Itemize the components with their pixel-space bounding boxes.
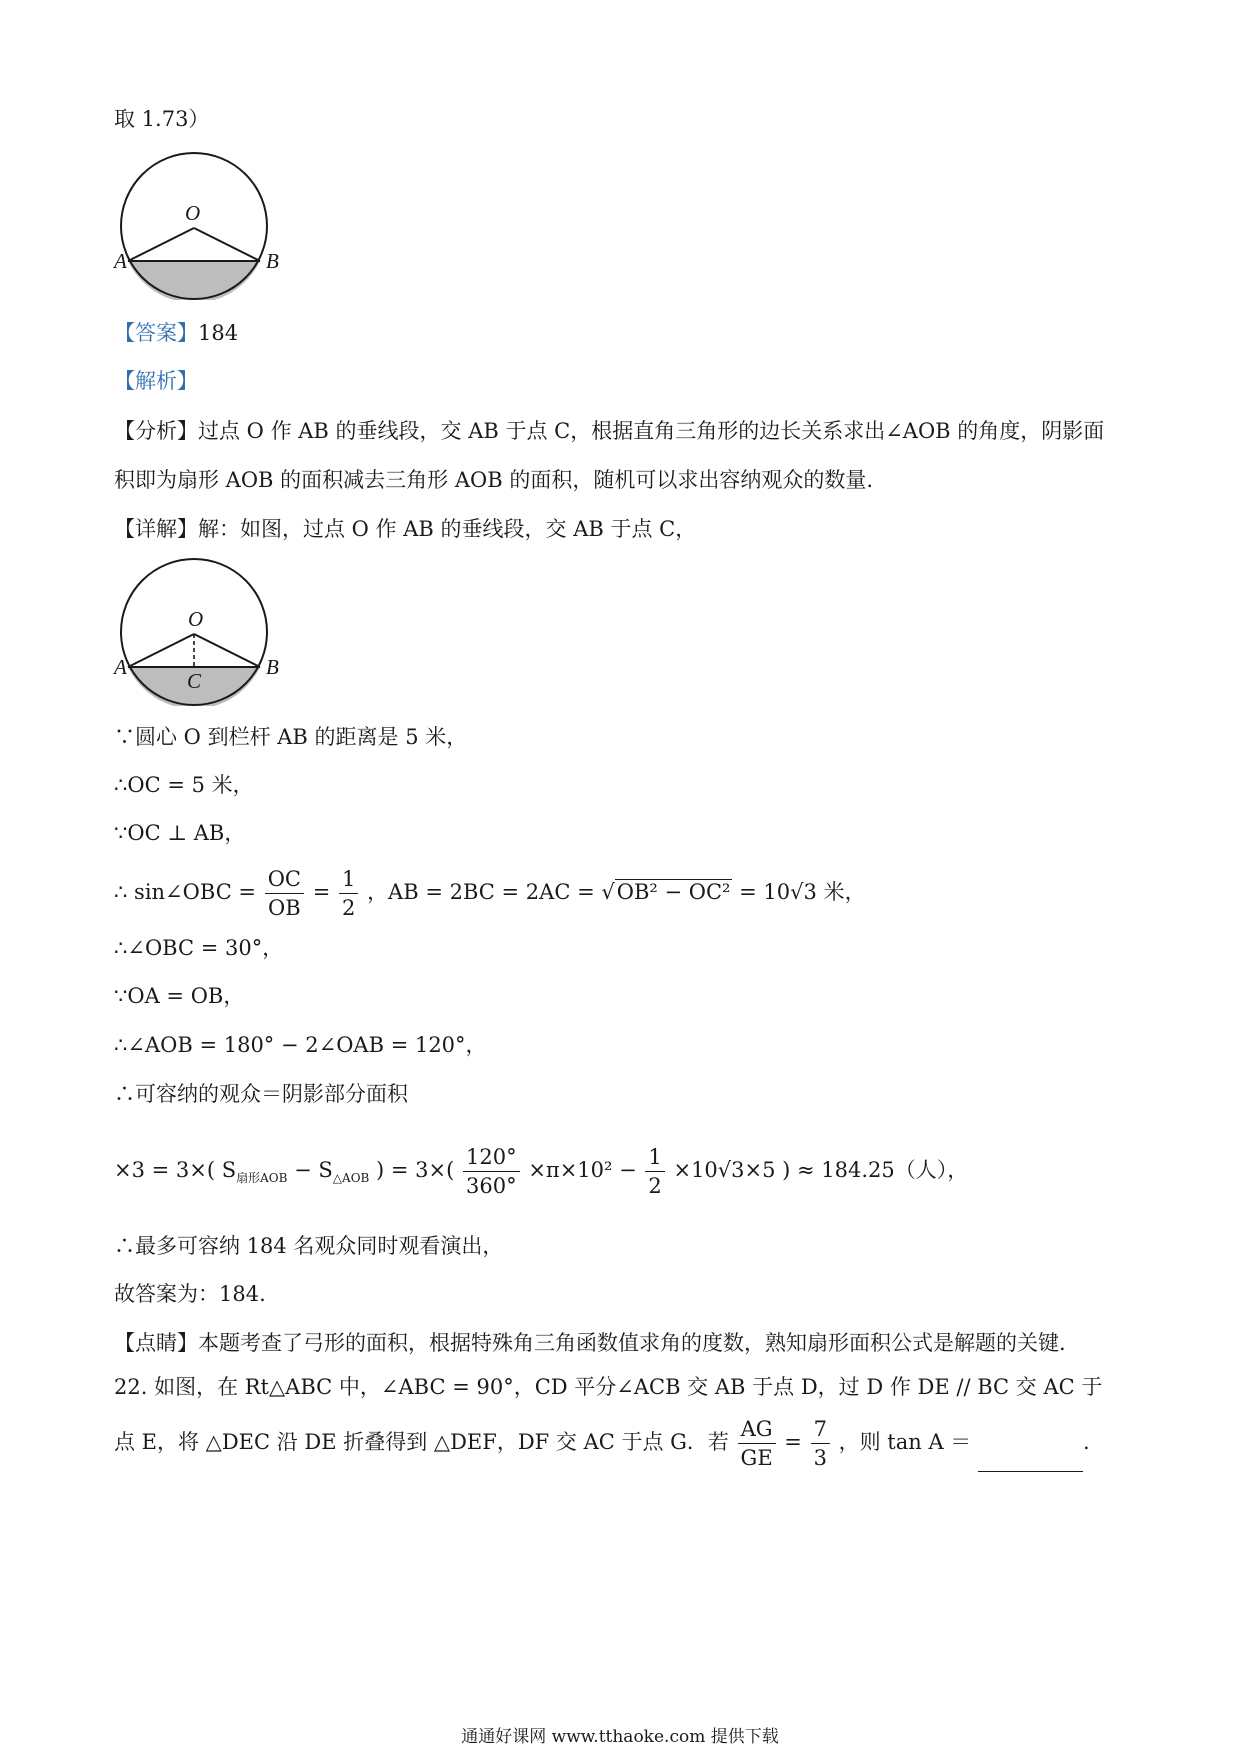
fenxi-bracket: 【分析】 bbox=[114, 419, 198, 443]
text-line-top: 取 1.73） bbox=[114, 107, 210, 131]
fraction-1-2-num: 1 bbox=[339, 865, 358, 894]
step-1: ∵圆心 O 到栏杆 AB 的距离是 5 米， bbox=[114, 725, 468, 749]
step-7: ∴可容纳的观众＝阴影部分面积 bbox=[114, 1082, 408, 1106]
area-line bbox=[114, 1138, 968, 1210]
dianjing-line bbox=[114, 1328, 1066, 1358]
circle-figure-1 bbox=[110, 150, 280, 300]
q22-line-2 bbox=[114, 1412, 1090, 1472]
fraction-oc-ob bbox=[265, 865, 304, 922]
label-a-1: A bbox=[114, 249, 127, 273]
step-2: ∴OC = 5 米， bbox=[114, 773, 254, 797]
circle-figure-2 bbox=[110, 556, 280, 706]
step-4: ∴∠OBC = 30°， bbox=[114, 936, 284, 960]
fraction-7-3 bbox=[811, 1415, 830, 1472]
q22-tail: ，则 tan A ＝ bbox=[838, 1430, 972, 1454]
fenxi-text-1: 过点 O 作 AB 的垂线段，交 AB 于点 C，根据直角三角形的边长关系求出∠AOB 的角度，阴影面 bbox=[198, 419, 1105, 443]
step-8: ∴最多可容纳 184 名观众同时观看演出， bbox=[114, 1234, 504, 1258]
detail-bracket: 【详解】 bbox=[114, 517, 198, 541]
step-6: ∴∠AOB = 180° − 2∠OAB = 120°， bbox=[114, 1033, 487, 1057]
answer-line bbox=[114, 318, 238, 348]
area-sub-sector: 扇形AOB bbox=[236, 1171, 288, 1186]
label-a-2: A bbox=[114, 655, 127, 679]
fraction-120-360 bbox=[463, 1143, 520, 1200]
fraction-ag-ge-den: GE bbox=[740, 1446, 773, 1470]
fraction-120-360-num: 120° bbox=[463, 1143, 520, 1172]
answer-blank bbox=[978, 1449, 1083, 1472]
sqrt-sign: √ bbox=[601, 880, 615, 904]
area-lhs: ×3 = 3×( S bbox=[114, 1158, 237, 1182]
fenxi-line-1 bbox=[114, 416, 1104, 446]
page-footer: 通通好课网 www.tthaoke.com 提供下载 bbox=[461, 1727, 779, 1747]
label-o-2: O bbox=[188, 607, 204, 631]
fenxi-line-2: 积即为扇形 AOB 的面积减去三角形 AOB 的面积，随机可以求出容纳观众的数量. bbox=[114, 468, 874, 492]
step-9: 故答案为：184. bbox=[114, 1282, 266, 1306]
area-tail: ×10√3×5 ) ≈ 184.25（人）， bbox=[673, 1158, 969, 1182]
detail-line bbox=[114, 514, 696, 544]
answer-value: 184 bbox=[198, 321, 239, 345]
fraction-ag-ge-num: AG bbox=[738, 1415, 776, 1444]
fraction-ag-ge bbox=[738, 1415, 776, 1472]
fraction-1-2-den: 2 bbox=[342, 896, 356, 920]
q22-line-1: 22. 如图，在 Rt△ABC 中，∠ABC = 90°，CD 平分∠ACB 交 AB 于点 D，过 D 作 DE // BC 交 AC 于 bbox=[114, 1375, 1103, 1399]
fraction-oc-ob-den: OB bbox=[268, 896, 301, 920]
sin-eq: = bbox=[312, 880, 331, 904]
dianjing-text: 本题考查了弓形的面积，根据特殊角三角函数值求角的度数，熟知扇形面积公式是解题的关键. bbox=[198, 1331, 1066, 1355]
sin-mid: ，AB = 2BC = 2AC = bbox=[367, 880, 595, 904]
fraction-7-3-den: 3 bbox=[813, 1446, 827, 1470]
answer-bracket: 【答案】 bbox=[114, 321, 198, 345]
fraction-area-1-2 bbox=[645, 1143, 664, 1200]
sin-prefix: ∴ sin∠OBC = bbox=[114, 880, 257, 904]
area-mid: ) = 3×( bbox=[376, 1158, 455, 1182]
sin-tail: = 10√3 米， bbox=[739, 880, 866, 904]
fraction-7-3-num: 7 bbox=[811, 1415, 830, 1444]
q22-eq: = bbox=[784, 1430, 802, 1454]
q22-prefix: 点 E，将 △DEC 沿 DE 折叠得到 △DEF，DF 交 AC 于点 G．若 bbox=[114, 1430, 729, 1454]
fraction-area-1-2-num: 1 bbox=[645, 1143, 664, 1172]
shaded-segment-1 bbox=[128, 261, 260, 300]
sin-line bbox=[114, 862, 866, 922]
sqrt-body: OB² − OC² bbox=[616, 880, 731, 904]
label-c-2: C bbox=[187, 669, 202, 693]
fraction-1-2 bbox=[339, 865, 358, 922]
analysis-header bbox=[114, 366, 198, 396]
step-5: ∵OA = OB， bbox=[114, 984, 245, 1008]
dianjing-bracket: 【点睛】 bbox=[114, 1331, 198, 1355]
radius-ob-2 bbox=[194, 634, 260, 667]
analysis-bracket: 【解析】 bbox=[114, 369, 198, 393]
label-b-2: B bbox=[266, 655, 279, 679]
fraction-oc-ob-num: OC bbox=[265, 865, 304, 894]
radius-oa-2 bbox=[128, 634, 194, 667]
radius-ob-1 bbox=[194, 228, 260, 261]
area-minus: − S bbox=[287, 1158, 333, 1182]
detail-intro: 解：如图，过点 O 作 AB 的垂线段，交 AB 于点 C， bbox=[198, 517, 697, 541]
q22-end: . bbox=[1083, 1430, 1090, 1454]
label-o-1: O bbox=[185, 201, 201, 225]
step-3: ∵OC ⊥ AB， bbox=[114, 821, 246, 845]
label-b-1: B bbox=[266, 249, 279, 273]
area-mid2: ×π×10² − bbox=[528, 1158, 637, 1182]
area-sub-triangle: △AOB bbox=[332, 1171, 370, 1186]
fraction-area-1-2-den: 2 bbox=[648, 1174, 662, 1198]
radius-oa-1 bbox=[128, 228, 194, 261]
fraction-120-360-den: 360° bbox=[466, 1174, 517, 1198]
